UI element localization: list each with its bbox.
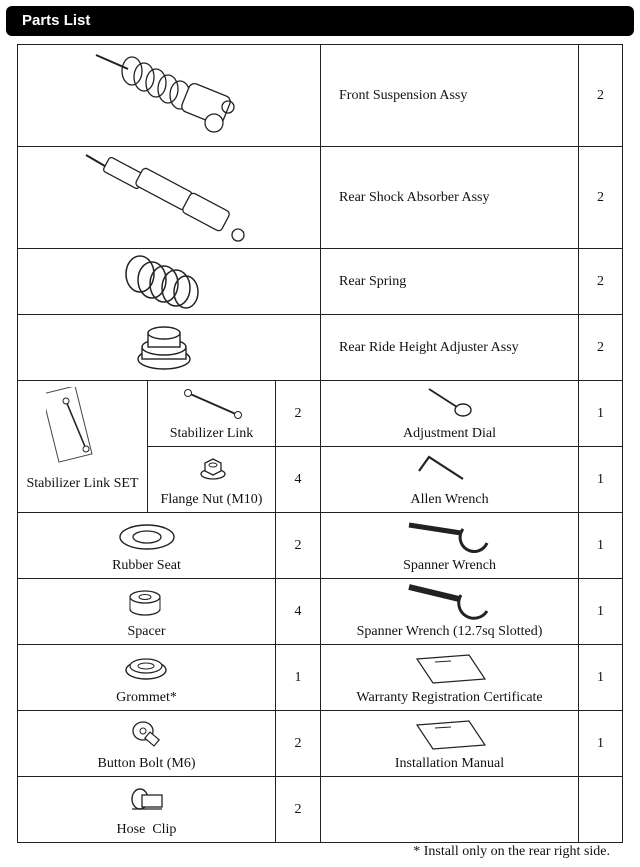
document-icon [413,653,489,685]
allen-wrench-cell: Allen Wrench [321,447,579,513]
warranty-cell: Warranty Registration Certificate [321,645,579,711]
image-cell [18,315,321,381]
spanner-wrench-icon [403,519,495,553]
hose-clip-icon [128,785,166,813]
part-name-cell: Front Suspension Assy [321,45,579,147]
rubber-seat-cell: Rubber Seat [18,513,276,579]
stabilizer-link-set-illustration [46,387,106,465]
qty-cell: 1 [276,645,321,711]
parts-list-header [6,6,634,36]
allen-wrench-icon [417,453,467,483]
qty-cell: 2 [579,45,623,147]
ride-height-adjuster-illustration [134,321,194,377]
qty-cell: 2 [276,777,321,843]
table-row [18,711,623,777]
spanner-wrench-slotted-icon [405,581,497,623]
table-row [18,513,623,579]
flange-nut-icon [200,457,226,481]
footnote: * Install only on the rear right side. [413,844,610,859]
qty-cell: 4 [276,447,321,513]
part-name-cell: Rear Spring [321,249,579,315]
qty-cell: 2 [579,147,623,249]
rubber-seat-icon [118,523,176,551]
flange-nut-cell: Flange Nut (M10) [148,447,276,513]
hose-clip-cell: Hose Clip [18,777,276,843]
grommet-icon [124,655,168,681]
button-bolt-cell: Button Bolt (M6) [18,711,276,777]
table-row [18,249,623,315]
qty-cell: 2 [276,381,321,447]
stabilizer-set-cell: Stabilizer Link SET [18,381,148,513]
page-title: Parts List [22,12,91,29]
table-row [18,45,623,147]
qty-cell: 1 [579,579,623,645]
qty-cell: 2 [579,249,623,315]
parts-table [17,44,623,843]
empty-cell [579,777,623,843]
spacer-cell: Spacer [18,579,276,645]
part-name-cell: Rear Ride Height Adjuster Assy [321,315,579,381]
adjustment-dial-cell: Adjustment Dial [321,381,579,447]
empty-cell [321,777,579,843]
part-name-cell: Rear Shock Absorber Assy [321,147,579,249]
qty-cell: 2 [579,315,623,381]
front-suspension-illustration [88,49,248,145]
image-cell [18,147,321,249]
installation-manual-cell: Installation Manual [321,711,579,777]
image-cell [18,249,321,315]
adjustment-dial-icon [425,385,477,421]
grommet-cell: Grommet* [18,645,276,711]
spanner-wrench-slotted-cell: Spanner Wrench (12.7sq Slotted) [321,579,579,645]
qty-cell: 1 [579,447,623,513]
rear-shock-illustration [80,151,255,247]
table-row [18,777,623,843]
table-row [18,147,623,249]
stabilizer-link-cell: Stabilizer Link [148,381,276,447]
image-cell [18,45,321,147]
spacer-icon [128,587,162,617]
document-icon [413,719,489,751]
button-bolt-icon [130,719,164,751]
table-row [18,579,623,645]
table-row [18,645,623,711]
qty-cell: 2 [276,513,321,579]
spanner-wrench-cell: Spanner Wrench [321,513,579,579]
table-row [18,315,623,381]
stabilizer-link-icon [182,387,246,421]
table-row [18,381,623,447]
qty-cell: 4 [276,579,321,645]
rear-spring-illustration [118,252,208,312]
qty-cell: 1 [579,645,623,711]
qty-cell: 1 [579,381,623,447]
qty-cell: 1 [579,711,623,777]
qty-cell: 2 [276,711,321,777]
qty-cell: 1 [579,513,623,579]
